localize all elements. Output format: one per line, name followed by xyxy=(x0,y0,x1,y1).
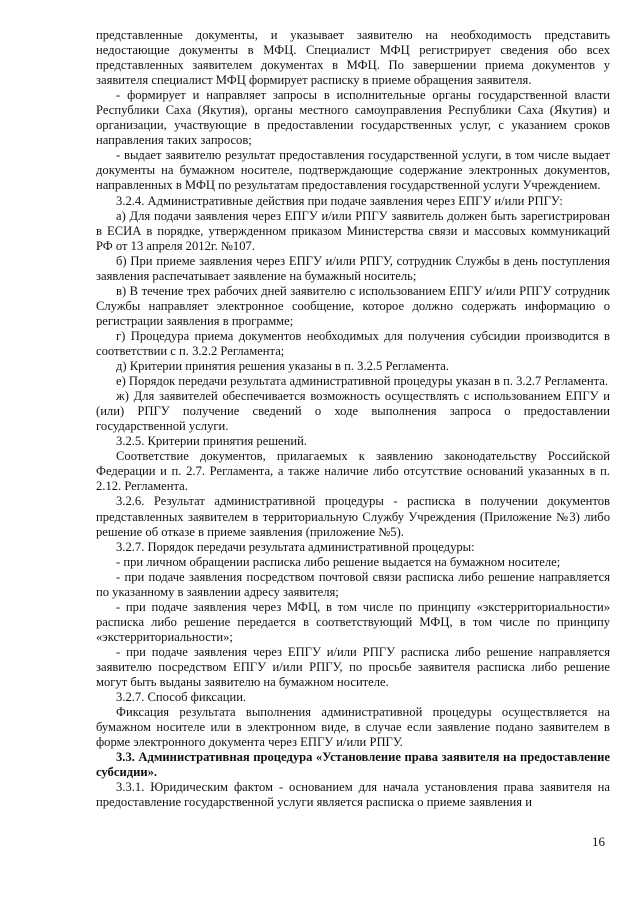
document-page xyxy=(96,28,610,810)
paragraph: представленные документы, и указывает заявителю на необходимость представить недостающие документы в МФЦ. Специалист МФЦ регистрирует сведения обо всех представленных заявителем документах в МФЦ. По завершении приема документов у заявителя специалист МФЦ формирует расписку в приеме обращения заявителя. xyxy=(96,28,610,88)
paragraph: г) Процедура приема документов необходимых для получения субсидии производится в соответствии с п. 3.2.2 Регламента; xyxy=(96,328,610,358)
paragraph: в) В течение трех рабочих дней заявителю с использованием ЕПГУ и/или РПГУ сотрудник Службы направляет электронное сообщение, которое должно содержать информацию о регистрации заявления в программе; xyxy=(96,283,610,328)
paragraph: ж) Для заявителей обеспечивается возможность осуществлять с использованием ЕПГУ и (или) РПГУ получение сведений о ходе выполнения запроса о предоставлении государственной услуги. xyxy=(96,389,610,434)
paragraph: - выдает заявителю результат предоставления государственной услуги, в том числе выдает документы на бумажном носителе, подтверждающие содержание электронных документов, направленных в МФЦ по результатам предоставления государственной услуги Учреждением. xyxy=(96,148,610,193)
page-number: 16 xyxy=(592,834,605,849)
paragraph: - при личном обращении расписка либо решение выдается на бумажном носителе; xyxy=(116,554,561,569)
paragraph: - при подаче заявления через ЕПГУ и/или РПГУ расписка либо решение направляется заявителю посредством ЕПГУ и/или РПГУ, по просьбе заявителя расписка либо решение могут быть выданы заявителю на бумажном носителе. xyxy=(96,644,610,690)
paragraph: Фиксация результата выполнения административной процедуры осуществляется на бумажном носителе или в электронном виде, в случае если заявление подано заявителем в форме электронного документа через ЕПГУ и/или РПГУ. xyxy=(96,705,610,750)
paragraph: а) Для подачи заявления через ЕПГУ и/или РПГУ заявитель должен быть зарегистрирован в ЕСИА в порядке, утвержденном приказом Министерства связи и массовых коммуникаций РФ от 13 апреля 2012г. №107. xyxy=(96,208,610,253)
paragraph: 3.2.5. Критерии принятия решений. xyxy=(116,434,307,449)
paragraph: - при подаче заявления через МФЦ, в том числе по принципу «экстерриториальности» расписка либо решение передается в соответствующий МФЦ, в том числе по принципу «экстерриториальности»; xyxy=(96,599,610,644)
paragraph: 3.3.1. Юридическим фактом - основанием для начала установления права заявителя на предоставление государственной услуги является расписка о приеме заявления и xyxy=(96,780,610,810)
paragraph: д) Критерии принятия решения указаны в п. 3.2.5 Регламента. xyxy=(116,359,450,374)
paragraph: - при подаче заявления посредством почтовой связи расписка либо решение направляется по указанному в заявлении адресу заявителя; xyxy=(96,569,610,599)
paragraph: е) Порядок передачи результата административной процедуры указан в п. 3.2.7 Регламента. xyxy=(116,374,608,389)
paragraph: 3.3. Административная процедура «Установление права заявителя на предоставление субсидии». xyxy=(96,750,610,780)
paragraph: 3.2.4. Административные действия при подаче заявления через ЕПГУ и/или РПГУ: xyxy=(116,193,563,208)
paragraph: 3.2.6. Результат административной процедуры - расписка в получении документов представленных заявителем в территориальную Службу Учреждения (Приложение №3) либо решение об отказе в приеме заявления (приложение №5). xyxy=(96,494,610,539)
paragraph: б) При приеме заявления через ЕПГУ и/или РПГУ, сотрудник Службы в день поступления заявления распечатывает заявление на бумажный носитель; xyxy=(96,253,610,283)
paragraph: 3.2.7. Способ фиксации. xyxy=(116,690,247,705)
paragraph: 3.2.7. Порядок передачи результата административной процедуры: xyxy=(116,539,475,554)
paragraph: - формирует и направляет запросы в исполнительные органы государственной власти Республики Саха (Якутия), органы местного самоуправления Республики Саха (Якутия) и организации, участвующие в предоставлении государственных услуг, с указанием сроков направления таких запросов; xyxy=(96,88,610,148)
paragraph: Соответствие документов, прилагаемых к заявлению законодательству Российской Федерации и п. 2.7. Регламента, а также наличие либо отсутствие оснований указанных в п. 2.12. Регламента. xyxy=(96,449,610,494)
